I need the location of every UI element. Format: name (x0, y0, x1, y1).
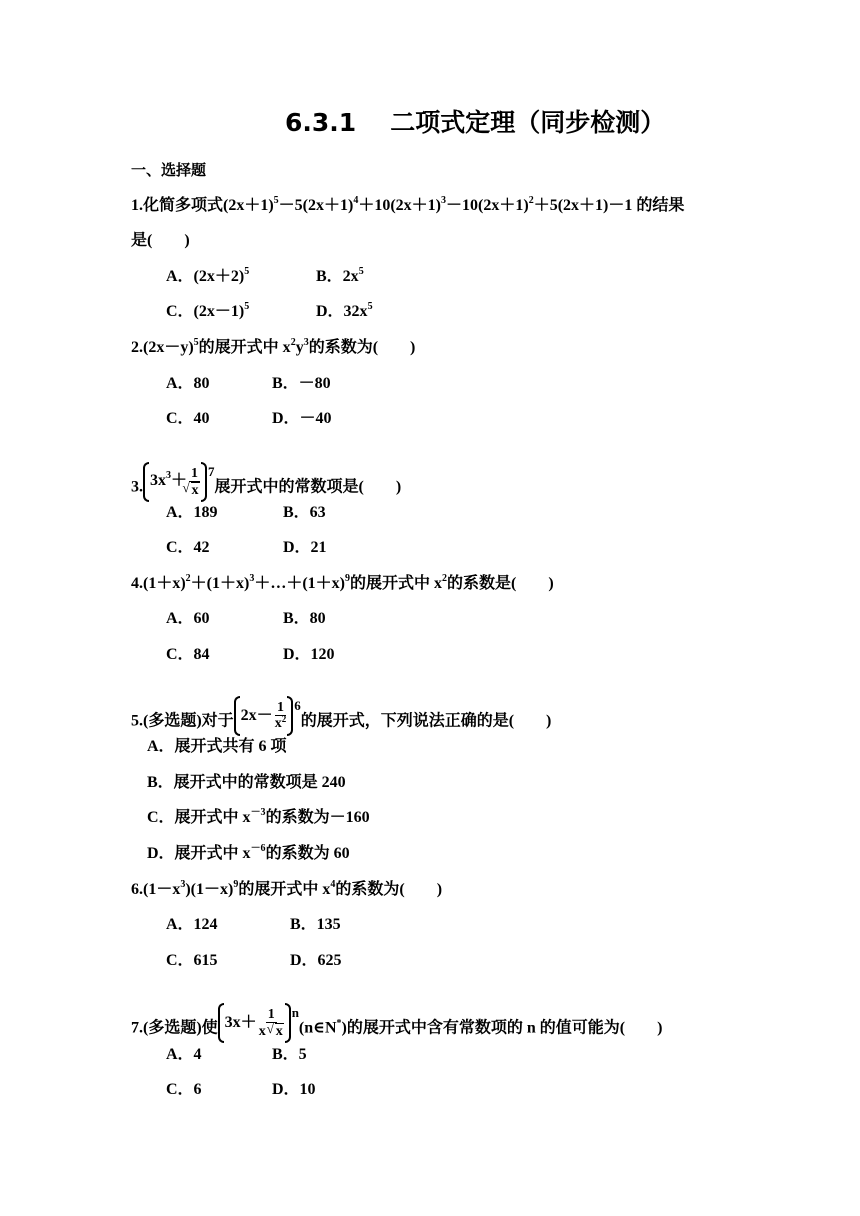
question-1: 1.化简多项式$(2x+1)^5-5(2x+1)^4+10(2x+1)^3-10(2x+1)^2+5(2x+1)-1$ 的结果 (131, 195, 685, 214)
question-2: $2.(2x-y)^5$的展开式中 $x^2y^3$的系数为( ) (131, 337, 416, 356)
option-2d: D．－40 (272, 410, 332, 427)
math-expression: 3x＋ $\frac{1}{x√ x}$ n (218, 1003, 299, 1043)
option-3b: B．63 (283, 504, 326, 521)
question-6: $6.(1-x^3)(1-x)^9$的展开式中 $x^4$的系数为( ) (131, 879, 443, 898)
option-6a: A．124 (166, 916, 218, 933)
option-2a: A．80 (166, 375, 210, 392)
option-5d: D．展开式中 $x^{-6}$的系数为 60 (147, 843, 350, 862)
question-4: $4.(1+x)^2+(1+x)^3+\dots+(1+x)^9$的展开式中 $x^2$的系数是( ) (131, 573, 554, 592)
option-6b: B．135 (290, 916, 341, 933)
option-5c: C．展开式中 $x^{-3}$的系数为－160 (147, 807, 370, 826)
option-3d: D．21 (283, 539, 327, 556)
math-expression: 2x－ $\frac{1}{x^2}$ 6 (234, 696, 301, 736)
option-3c: C．42 (166, 539, 210, 556)
option-4a: A．60 (166, 610, 210, 627)
option-1d: D．$32x^5$ (316, 301, 373, 320)
title-text: 二项式定理（同步检测） (390, 108, 666, 137)
option-2b: B．－80 (272, 375, 331, 392)
question-7: 7.(多选题)使 3x＋ $\frac{1}{x√ x}$ n (n∈N*)的展开式中含有常数项的 n 的值可能为( ) (131, 1009, 662, 1049)
option-6c: C．615 (166, 952, 218, 969)
page-title (285, 108, 665, 138)
option-4b: B．80 (283, 610, 326, 627)
option-2c: C．40 (166, 410, 210, 427)
option-7a: A．4 (166, 1046, 202, 1063)
option-6d: D．625 (290, 952, 342, 969)
question-3: 3. $3x^3+$ 1 √ x 7 展开式中的常数项是( ) (131, 468, 401, 508)
math-expression: $3x^3+$ 1 √ x 7 (143, 462, 215, 502)
option-1b: B．$2x^5$ (316, 266, 364, 285)
option-1a: A．$(2x+2)^5$ (166, 266, 250, 285)
section-heading: 一、选择题 (131, 161, 207, 179)
option-7c: C．6 (166, 1081, 202, 1098)
question-1-line2: 是( ) (131, 232, 190, 249)
option-4c: C．84 (166, 646, 210, 663)
option-5b: B．展开式中的常数项是 240 (147, 774, 346, 791)
question-5: 5.(多选题)对于 2x－ $\frac{1}{x^2}$ 6 的展开式，下列说法正确的是( ) (131, 702, 551, 742)
option-7b: B．5 (272, 1046, 307, 1063)
option-5a: A．展开式共有 6 项 (147, 738, 287, 755)
option-3a: A．189 (166, 504, 218, 521)
option-1c: C．$(2x-1)^5$ (166, 301, 250, 320)
option-4d: D．120 (283, 646, 335, 663)
title-number: 6.3.1 (285, 108, 357, 137)
option-7d: D．10 (272, 1081, 316, 1098)
